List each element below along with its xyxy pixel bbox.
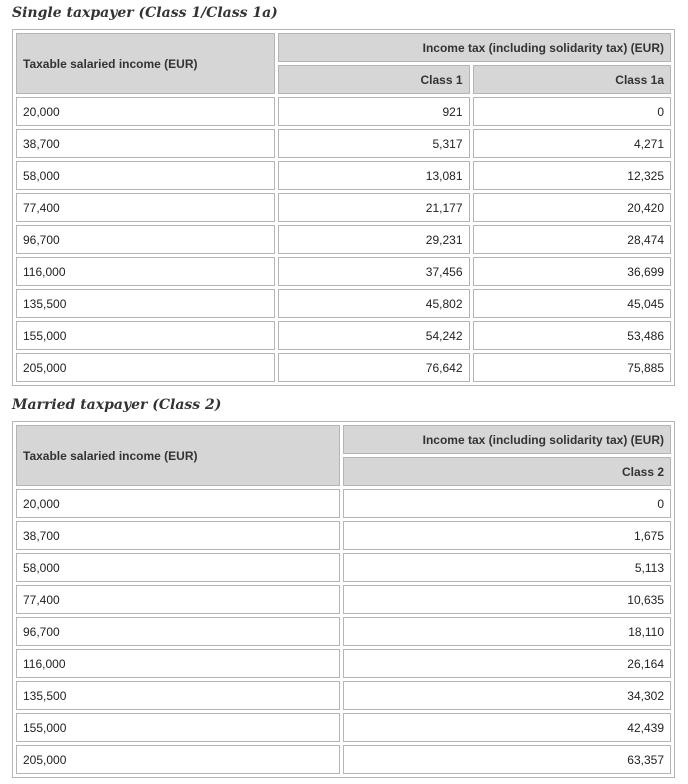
table-row: [16, 257, 671, 286]
single-taxpayer-heading: Single taxpayer (Class 1/Class 1a): [12, 5, 278, 21]
class-2-tax-cell: 63,357: [343, 745, 671, 774]
income-cell: 96,700: [16, 617, 340, 646]
table-row: [16, 617, 671, 646]
class-2-tax-cell: 34,302: [343, 681, 671, 710]
income-cell: 205,000: [16, 745, 340, 774]
class-1-tax-cell: 54,242: [278, 321, 470, 350]
table-row: [16, 193, 671, 222]
table-row: [16, 745, 671, 774]
class-1-tax-cell: 37,456: [278, 257, 470, 286]
income-cell: 77,400: [16, 193, 275, 222]
income-cell: 116,000: [16, 257, 275, 286]
income-tax-column-header: Income tax (including solidarity tax) (EUR): [278, 33, 671, 62]
table-row: [16, 321, 671, 350]
table-row: [16, 161, 671, 190]
income-column-header: Taxable salaried income (EUR): [16, 33, 275, 94]
class-1-tax-cell: 5,317: [278, 129, 470, 158]
class-1-tax-cell: 21,177: [278, 193, 470, 222]
class-1a-tax-cell: 75,885: [473, 353, 672, 382]
married-taxpayer-table: [12, 421, 675, 778]
income-cell: 135,500: [16, 289, 275, 318]
class-1a-column-header: Class 1a: [473, 65, 672, 94]
class-1-tax-cell: 13,081: [278, 161, 470, 190]
class-2-tax-cell: 26,164: [343, 649, 671, 678]
married-taxpayer-heading: Married taxpayer (Class 2): [12, 397, 222, 413]
class-2-tax-cell: 5,113: [343, 553, 671, 582]
class-1a-tax-cell: 53,486: [473, 321, 672, 350]
class-1-tax-cell: 29,231: [278, 225, 470, 254]
class-1a-tax-cell: 4,271: [473, 129, 672, 158]
class-1-column-header: Class 1: [278, 65, 470, 94]
table-row: [16, 489, 671, 518]
class-1-tax-cell: 76,642: [278, 353, 470, 382]
table-row: [16, 225, 671, 254]
class-1-tax-cell: 921: [278, 97, 470, 126]
class-2-tax-cell: 18,110: [343, 617, 671, 646]
table-row: [16, 553, 671, 582]
class-2-column-header: Class 2: [343, 457, 671, 486]
table-row: [16, 681, 671, 710]
class-2-tax-cell: 0: [343, 489, 671, 518]
income-cell: 77,400: [16, 585, 340, 614]
income-cell: 155,000: [16, 713, 340, 742]
table-row: [16, 713, 671, 742]
income-cell: 38,700: [16, 129, 275, 158]
table-row: [16, 585, 671, 614]
table-row: [16, 289, 671, 318]
table-row: [16, 97, 671, 126]
income-cell: 205,000: [16, 353, 275, 382]
class-1a-tax-cell: 45,045: [473, 289, 672, 318]
class-1a-tax-cell: 0: [473, 97, 672, 126]
income-cell: 20,000: [16, 97, 275, 126]
class-2-tax-cell: 1,675: [343, 521, 671, 550]
income-cell: 155,000: [16, 321, 275, 350]
class-1a-tax-cell: 36,699: [473, 257, 672, 286]
income-cell: 20,000: [16, 489, 340, 518]
class-1-tax-cell: 45,802: [278, 289, 470, 318]
class-1a-tax-cell: 28,474: [473, 225, 672, 254]
table-row: [16, 129, 671, 158]
single-taxpayer-table: [12, 29, 675, 386]
income-tax-column-header: Income tax (including solidarity tax) (EUR): [343, 425, 671, 454]
income-cell: 96,700: [16, 225, 275, 254]
class-2-tax-cell: 10,635: [343, 585, 671, 614]
income-cell: 135,500: [16, 681, 340, 710]
income-cell: 58,000: [16, 553, 340, 582]
class-2-tax-cell: 42,439: [343, 713, 671, 742]
table-row: [16, 521, 671, 550]
class-1a-tax-cell: 20,420: [473, 193, 672, 222]
table-row: [16, 649, 671, 678]
income-cell: 116,000: [16, 649, 340, 678]
income-cell: 58,000: [16, 161, 275, 190]
income-cell: 38,700: [16, 521, 340, 550]
class-1a-tax-cell: 12,325: [473, 161, 672, 190]
income-column-header: Taxable salaried income (EUR): [16, 425, 340, 486]
table-row: [16, 353, 671, 382]
